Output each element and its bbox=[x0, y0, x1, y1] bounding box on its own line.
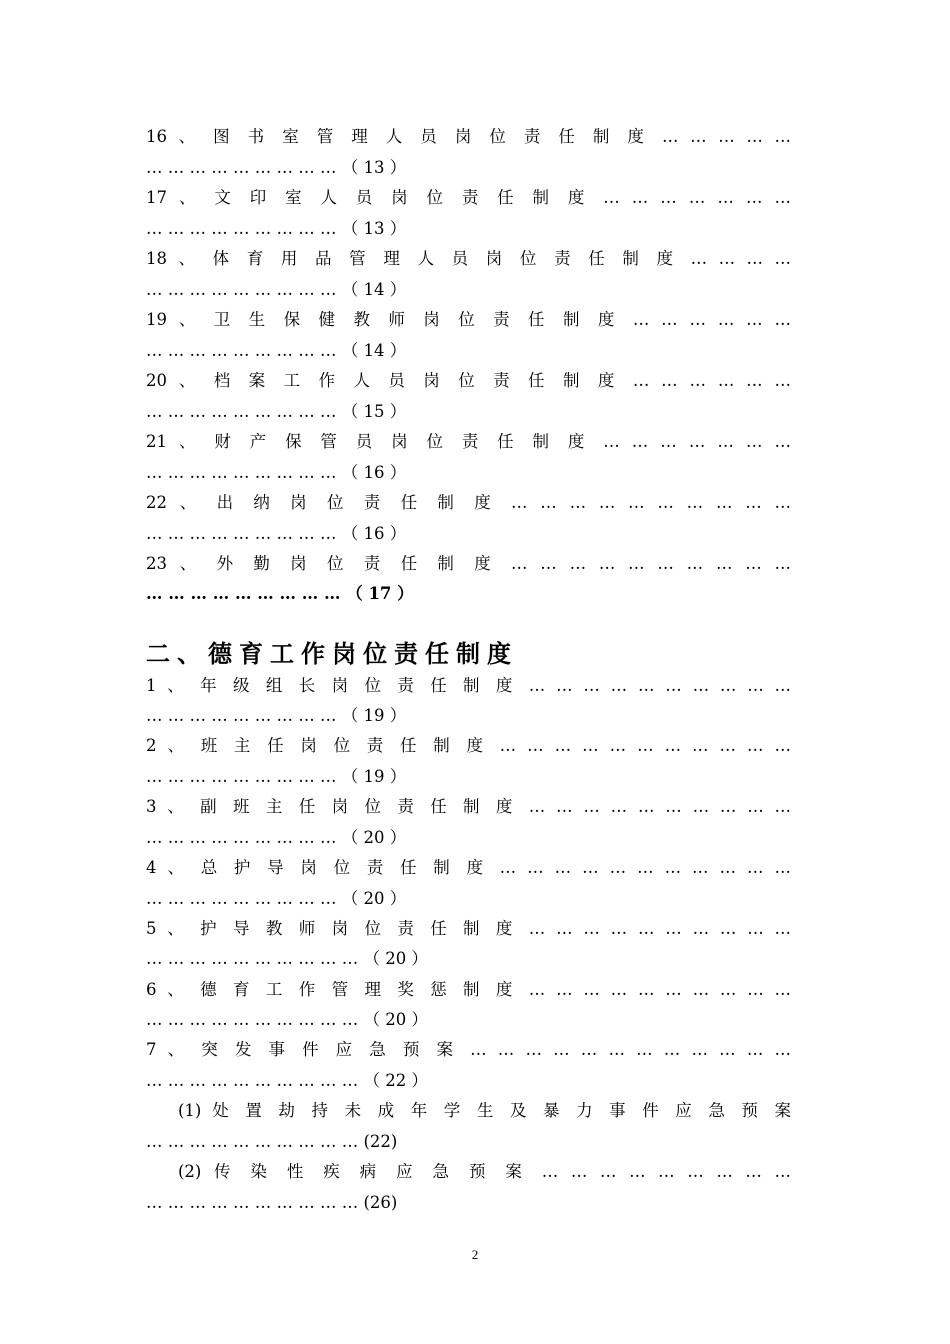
toc-entry-s2-1-page[interactable]: … … … … … … … … … （ 19 ） bbox=[146, 706, 407, 725]
toc-entry-20-title[interactable]: 20 、 档 案 工 作 人 员 岗 位 责 任 制 度 … … … … … … bbox=[146, 371, 791, 390]
toc-entry-23-title[interactable]: 23 、 外 勤 岗 位 责 任 制 度 … … … … … … … … … … bbox=[146, 554, 791, 573]
toc-entry-16-page[interactable]: … … … … … … … … … （ 13 ） bbox=[146, 158, 407, 177]
toc-entry-s2-2-page[interactable]: … … … … … … … … … （ 19 ） bbox=[146, 767, 407, 786]
toc-entry-18-title[interactable]: 18 、 体 育 用 品 管 理 人 员 岗 位 责 任 制 度 … … … … bbox=[146, 249, 791, 268]
toc-entry-19-title[interactable]: 19 、 卫 生 保 健 教 师 岗 位 责 任 制 度 … … … … … … bbox=[146, 310, 791, 329]
page-number: 2 bbox=[471, 1247, 479, 1262]
toc-entry-s2-3-title[interactable]: 3 、 副 班 主 任 岗 位 责 任 制 度 … … … … … … … … … … bbox=[146, 797, 791, 816]
toc-sub-entry-2-title[interactable]: (2) 传 染 性 疾 病 应 急 预 案 … … … … … … … … … bbox=[178, 1162, 791, 1181]
toc-entry-18-page[interactable]: … … … … … … … … … （ 14 ） bbox=[146, 280, 407, 299]
toc-entry-s2-6-title[interactable]: 6 、 德 育 工 作 管 理 奖 惩 制 度 … … … … … … … … … … bbox=[146, 980, 791, 999]
toc-entry-22-title[interactable]: 22 、 出 纳 岗 位 责 任 制 度 … … … … … … … … … … bbox=[146, 493, 791, 512]
toc-entry-22-page[interactable]: … … … … … … … … … （ 16 ） bbox=[146, 524, 407, 543]
toc-entry-17-title[interactable]: 17 、 文 印 室 人 员 岗 位 责 任 制 度 … … … … … … … bbox=[146, 188, 791, 207]
toc-entry-s2-2-title[interactable]: 2 、 班 主 任 岗 位 责 任 制 度 … … … … … … … … … … … bbox=[146, 736, 791, 755]
toc-entry-s2-1-title[interactable]: 1 、 年 级 组 长 岗 位 责 任 制 度 … … … … … … … … … … bbox=[146, 676, 791, 695]
toc-entry-17-page[interactable]: … … … … … … … … … （ 13 ） bbox=[146, 219, 407, 238]
toc-entry-21-title[interactable]: 21 、 财 产 保 管 员 岗 位 责 任 制 度 … … … … … … … bbox=[146, 432, 791, 451]
toc-entry-s2-6-page[interactable]: … … … … … … … … … … （ 20 ） bbox=[146, 1010, 428, 1029]
toc-entry-s2-7-title[interactable]: 7 、 突 发 事 件 应 急 预 案 … … … … … … … … … … … … bbox=[146, 1040, 791, 1059]
section-2-heading: 二、德育工作岗位责任制度 bbox=[146, 640, 518, 668]
toc-entry-16-title[interactable]: 16 、 图 书 室 管 理 人 员 岗 位 责 任 制 度 … … … … … bbox=[146, 127, 791, 146]
toc-entry-s2-5-title[interactable]: 5 、 护 导 教 师 岗 位 责 任 制 度 … … … … … … … … … … bbox=[146, 919, 791, 938]
toc-entry-s2-4-title[interactable]: 4 、 总 护 导 岗 位 责 任 制 度 … … … … … … … … … … … bbox=[146, 858, 791, 877]
toc-sub-entry-2-page[interactable]: … … … … … … … … … … (26) bbox=[146, 1193, 398, 1212]
toc-sub-entry-1-title[interactable]: (1) 处 置 劫 持 未 成 年 学 生 及 暴 力 事 件 应 急 预 案 bbox=[178, 1101, 791, 1120]
toc-entry-s2-3-page[interactable]: … … … … … … … … … （ 20 ） bbox=[146, 828, 407, 847]
toc-sub-entry-1-page[interactable]: … … … … … … … … … … (22) bbox=[146, 1132, 398, 1151]
toc-entry-19-page[interactable]: … … … … … … … … … （ 14 ） bbox=[146, 341, 407, 360]
toc-entry-s2-7-page[interactable]: … … … … … … … … … … （ 22 ） bbox=[146, 1071, 428, 1090]
toc-entry-s2-4-page[interactable]: … … … … … … … … … （ 20 ） bbox=[146, 889, 407, 908]
toc-entry-s2-5-page[interactable]: … … … … … … … … … … （ 20 ） bbox=[146, 949, 428, 968]
toc-entry-23-page[interactable]: … … … … … … … … … （ 17 ） bbox=[146, 584, 414, 603]
toc-entry-21-page[interactable]: … … … … … … … … … （ 16 ） bbox=[146, 463, 407, 482]
toc-entry-20-page[interactable]: … … … … … … … … … （ 15 ） bbox=[146, 402, 407, 421]
